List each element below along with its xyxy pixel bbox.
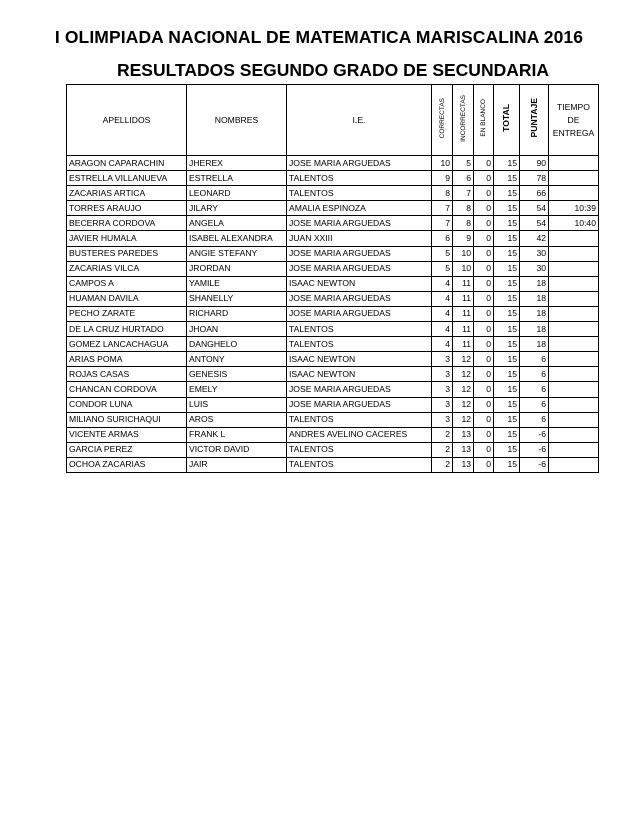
cell-incorrectas: 11: [453, 306, 474, 321]
cell-apellidos: GARCIA PEREZ: [67, 442, 187, 457]
cell-puntaje: 78: [520, 171, 549, 186]
cell-incorrectas: 11: [453, 291, 474, 306]
cell-correctas: 2: [432, 427, 453, 442]
cell-puntaje: 54: [520, 216, 549, 231]
cell-correctas: 3: [432, 397, 453, 412]
cell-en-blanco: 0: [474, 261, 494, 276]
cell-ie: JOSE MARIA ARGUEDAS: [287, 246, 432, 261]
cell-tiempo: [549, 171, 599, 186]
cell-apellidos: CONDOR LUNA: [67, 397, 187, 412]
cell-puntaje: 54: [520, 201, 549, 216]
cell-apellidos: ESTRELLA VILLANUEVA: [67, 171, 187, 186]
cell-tiempo: [549, 156, 599, 171]
cell-apellidos: OCHOA ZACARIAS: [67, 457, 187, 472]
cell-nombres: LUIS: [187, 397, 287, 412]
cell-incorrectas: 6: [453, 171, 474, 186]
cell-correctas: 4: [432, 337, 453, 352]
cell-total: 15: [494, 156, 520, 171]
cell-puntaje: 18: [520, 337, 549, 352]
cell-apellidos: ZACARIAS VILCA: [67, 261, 187, 276]
cell-apellidos: GOMEZ LANCACHAGUA: [67, 337, 187, 352]
cell-en-blanco: 0: [474, 322, 494, 337]
cell-en-blanco: 0: [474, 171, 494, 186]
cell-correctas: 8: [432, 186, 453, 201]
cell-correctas: 4: [432, 322, 453, 337]
cell-incorrectas: 12: [453, 382, 474, 397]
document-subtitle: RESULTADOS SEGUNDO GRADO DE SECUNDARIA: [116, 60, 549, 80]
cell-ie: TALENTOS: [287, 337, 432, 352]
cell-ie: ANDRES AVELINO CACERES: [287, 427, 432, 442]
header-en-blanco: EN BLANCO: [480, 99, 487, 137]
cell-en-blanco: 0: [474, 156, 494, 171]
cell-puntaje: 6: [520, 382, 549, 397]
table-row: [67, 397, 599, 412]
cell-nombres: JHOAN: [187, 322, 287, 337]
header-nombres: NOMBRES: [187, 85, 287, 156]
cell-ie: JOSE MARIA ARGUEDAS: [287, 382, 432, 397]
cell-tiempo: [549, 382, 599, 397]
cell-apellidos: HUAMAN DAVILA: [67, 291, 187, 306]
results-table: [66, 84, 599, 473]
cell-apellidos: JAVIER HUMALA: [67, 231, 187, 246]
cell-ie: TALENTOS: [287, 457, 432, 472]
cell-total: 15: [494, 442, 520, 457]
cell-nombres: AROS: [187, 412, 287, 427]
cell-tiempo: [549, 337, 599, 352]
cell-total: 15: [494, 291, 520, 306]
cell-en-blanco: 0: [474, 306, 494, 321]
cell-tiempo: 10:40: [549, 216, 599, 231]
cell-total: 15: [494, 186, 520, 201]
cell-ie: JOSE MARIA ARGUEDAS: [287, 261, 432, 276]
header-total: TOTAL: [501, 104, 511, 132]
cell-puntaje: 66: [520, 186, 549, 201]
cell-correctas: 3: [432, 352, 453, 367]
cell-ie: ISAAC NEWTON: [287, 276, 432, 291]
cell-apellidos: ARIAS POMA: [67, 352, 187, 367]
cell-en-blanco: 0: [474, 231, 494, 246]
cell-correctas: 4: [432, 306, 453, 321]
cell-en-blanco: 0: [474, 291, 494, 306]
cell-puntaje: 42: [520, 231, 549, 246]
cell-apellidos: ROJAS CASAS: [67, 367, 187, 382]
cell-total: 15: [494, 171, 520, 186]
table-row: [67, 171, 599, 186]
cell-nombres: LEONARD: [187, 186, 287, 201]
cell-correctas: 3: [432, 382, 453, 397]
cell-ie: TALENTOS: [287, 412, 432, 427]
table-row: [67, 276, 599, 291]
cell-en-blanco: 0: [474, 412, 494, 427]
cell-tiempo: [549, 322, 599, 337]
cell-en-blanco: 0: [474, 246, 494, 261]
cell-correctas: 10: [432, 156, 453, 171]
cell-nombres: JHEREX: [187, 156, 287, 171]
cell-nombres: JILARY: [187, 201, 287, 216]
cell-puntaje: 30: [520, 246, 549, 261]
document-title: I OLIMPIADA NACIONAL DE MATEMATICA MARISCALINA 2016: [54, 27, 584, 47]
cell-incorrectas: 11: [453, 276, 474, 291]
cell-total: 15: [494, 427, 520, 442]
header-incorrectas-cell: [453, 85, 474, 156]
cell-correctas: 5: [432, 261, 453, 276]
cell-en-blanco: 0: [474, 427, 494, 442]
cell-correctas: 4: [432, 291, 453, 306]
cell-puntaje: 6: [520, 367, 549, 382]
cell-en-blanco: 0: [474, 352, 494, 367]
cell-puntaje: 30: [520, 261, 549, 276]
cell-correctas: 7: [432, 201, 453, 216]
cell-nombres: YAMILE: [187, 276, 287, 291]
cell-ie: ISAAC NEWTON: [287, 352, 432, 367]
cell-puntaje: -6: [520, 427, 549, 442]
cell-ie: JOSE MARIA ARGUEDAS: [287, 291, 432, 306]
cell-ie: JOSE MARIA ARGUEDAS: [287, 397, 432, 412]
cell-ie: JOSE MARIA ARGUEDAS: [287, 306, 432, 321]
cell-en-blanco: 0: [474, 186, 494, 201]
cell-tiempo: [549, 442, 599, 457]
cell-correctas: 2: [432, 442, 453, 457]
cell-en-blanco: 0: [474, 216, 494, 231]
cell-nombres: ANGIE STEFANY: [187, 246, 287, 261]
cell-incorrectas: 13: [453, 427, 474, 442]
header-en-blanco-cell: [474, 85, 494, 156]
cell-apellidos: PECHO ZARATE: [67, 306, 187, 321]
cell-apellidos: CHANCAN CORDOVA: [67, 382, 187, 397]
table-row: [67, 352, 599, 367]
cell-total: 15: [494, 457, 520, 472]
cell-puntaje: 6: [520, 412, 549, 427]
cell-nombres: ANGELA: [187, 216, 287, 231]
cell-total: 15: [494, 337, 520, 352]
cell-tiempo: 10:39: [549, 201, 599, 216]
cell-en-blanco: 0: [474, 397, 494, 412]
cell-puntaje: -6: [520, 457, 549, 472]
cell-ie: JOSE MARIA ARGUEDAS: [287, 156, 432, 171]
cell-tiempo: [549, 291, 599, 306]
header-puntaje: PUNTAJE: [528, 98, 539, 138]
cell-correctas: 3: [432, 412, 453, 427]
cell-puntaje: 18: [520, 306, 549, 321]
cell-total: 15: [494, 231, 520, 246]
cell-puntaje: 6: [520, 397, 549, 412]
cell-incorrectas: 9: [453, 231, 474, 246]
cell-nombres: ANTONY: [187, 352, 287, 367]
cell-tiempo: [549, 306, 599, 321]
header-correctas-cell: [432, 85, 453, 156]
table-row: [67, 246, 599, 261]
cell-tiempo: [549, 352, 599, 367]
cell-incorrectas: 11: [453, 337, 474, 352]
header-tiempo-line2: DE: [567, 114, 580, 125]
table-row: [67, 306, 599, 321]
cell-incorrectas: 7: [453, 186, 474, 201]
cell-incorrectas: 8: [453, 201, 474, 216]
table-row: [67, 186, 599, 201]
cell-nombres: FRANK L: [187, 427, 287, 442]
cell-ie: ISAAC NEWTON: [287, 367, 432, 382]
cell-apellidos: MILIANO SURICHAQUI: [67, 412, 187, 427]
cell-total: 15: [494, 201, 520, 216]
table-row: [67, 337, 599, 352]
header-puntaje-cell: [520, 85, 549, 156]
cell-tiempo: [549, 186, 599, 201]
cell-correctas: 6: [432, 231, 453, 246]
table-row: [67, 412, 599, 427]
header-total-cell: [494, 85, 520, 156]
cell-total: 15: [494, 276, 520, 291]
table-row: [67, 382, 599, 397]
cell-total: 15: [494, 382, 520, 397]
table-row: [67, 231, 599, 246]
cell-en-blanco: 0: [474, 201, 494, 216]
header-tiempo-line1: TIEMPO: [557, 101, 590, 112]
cell-puntaje: 18: [520, 276, 549, 291]
cell-correctas: 9: [432, 171, 453, 186]
cell-nombres: VICTOR DAVID: [187, 442, 287, 457]
cell-nombres: JAIR: [187, 457, 287, 472]
cell-apellidos: ZACARIAS ARTICA: [67, 186, 187, 201]
cell-correctas: 7: [432, 216, 453, 231]
cell-tiempo: [549, 231, 599, 246]
cell-incorrectas: 12: [453, 352, 474, 367]
cell-nombres: SHANELLY: [187, 291, 287, 306]
cell-total: 15: [494, 246, 520, 261]
cell-incorrectas: 12: [453, 367, 474, 382]
cell-nombres: DANGHELO: [187, 337, 287, 352]
cell-puntaje: -6: [520, 442, 549, 457]
cell-tiempo: [549, 246, 599, 261]
cell-apellidos: BUSTERES PAREDES: [67, 246, 187, 261]
header-apellidos: APELLIDOS: [67, 85, 187, 156]
header-incorrectas: INCORRECTAS: [459, 94, 467, 142]
header-correctas: CORRECTAS: [438, 97, 446, 139]
cell-ie: TALENTOS: [287, 171, 432, 186]
cell-en-blanco: 0: [474, 382, 494, 397]
cell-puntaje: 18: [520, 322, 549, 337]
cell-tiempo: [549, 412, 599, 427]
cell-correctas: 2: [432, 457, 453, 472]
table-row: [67, 156, 599, 171]
cell-puntaje: 90: [520, 156, 549, 171]
cell-ie: JUAN XXIII: [287, 231, 432, 246]
cell-apellidos: VICENTE ARMAS: [67, 427, 187, 442]
table-row: [67, 367, 599, 382]
cell-total: 15: [494, 261, 520, 276]
cell-ie: TALENTOS: [287, 186, 432, 201]
cell-tiempo: [549, 261, 599, 276]
cell-incorrectas: 13: [453, 442, 474, 457]
cell-incorrectas: 10: [453, 261, 474, 276]
header-ie: I.E.: [287, 85, 432, 156]
cell-tiempo: [549, 276, 599, 291]
table-row: [67, 442, 599, 457]
cell-incorrectas: 13: [453, 457, 474, 472]
cell-apellidos: CAMPOS A: [67, 276, 187, 291]
cell-total: 15: [494, 397, 520, 412]
cell-tiempo: [549, 367, 599, 382]
header-tiempo: [549, 85, 599, 156]
cell-ie: AMALIA ESPINOZA: [287, 201, 432, 216]
cell-tiempo: [549, 397, 599, 412]
cell-total: 15: [494, 306, 520, 321]
cell-apellidos: BECERRA CORDOVA: [67, 216, 187, 231]
cell-correctas: 3: [432, 367, 453, 382]
cell-en-blanco: 0: [474, 442, 494, 457]
table-row: [67, 216, 599, 231]
cell-nombres: EMELY: [187, 382, 287, 397]
table-row: [67, 291, 599, 306]
cell-en-blanco: 0: [474, 337, 494, 352]
table-row: [67, 322, 599, 337]
cell-incorrectas: 5: [453, 156, 474, 171]
cell-total: 15: [494, 412, 520, 427]
cell-incorrectas: 12: [453, 412, 474, 427]
cell-apellidos: ARAGON CAPARACHIN: [67, 156, 187, 171]
cell-incorrectas: 8: [453, 216, 474, 231]
cell-total: 15: [494, 367, 520, 382]
cell-puntaje: 6: [520, 352, 549, 367]
header-tiempo-line3: ENTREGA: [552, 127, 595, 138]
cell-ie: TALENTOS: [287, 442, 432, 457]
cell-en-blanco: 0: [474, 457, 494, 472]
cell-nombres: JRORDAN: [187, 261, 287, 276]
table-row: [67, 427, 599, 442]
cell-correctas: 4: [432, 276, 453, 291]
cell-total: 15: [494, 322, 520, 337]
cell-nombres: ISABEL ALEXANDRA: [187, 231, 287, 246]
cell-nombres: GENESIS: [187, 367, 287, 382]
cell-nombres: ESTRELLA: [187, 171, 287, 186]
cell-incorrectas: 10: [453, 246, 474, 261]
cell-correctas: 5: [432, 246, 453, 261]
table-row: [67, 261, 599, 276]
results-body: [67, 156, 599, 473]
cell-tiempo: [549, 457, 599, 472]
cell-en-blanco: 0: [474, 367, 494, 382]
cell-incorrectas: 11: [453, 322, 474, 337]
table-row: [67, 457, 599, 472]
cell-apellidos: TORRES ARAUJO: [67, 201, 187, 216]
cell-tiempo: [549, 427, 599, 442]
cell-ie: TALENTOS: [287, 322, 432, 337]
cell-total: 15: [494, 352, 520, 367]
cell-en-blanco: 0: [474, 276, 494, 291]
cell-ie: JOSE MARIA ARGUEDAS: [287, 216, 432, 231]
cell-puntaje: 18: [520, 291, 549, 306]
cell-apellidos: DE LA CRUZ HURTADO: [67, 322, 187, 337]
cell-incorrectas: 12: [453, 397, 474, 412]
cell-nombres: RICHARD: [187, 306, 287, 321]
table-row: [67, 201, 599, 216]
cell-total: 15: [494, 216, 520, 231]
header-row: [67, 85, 599, 156]
